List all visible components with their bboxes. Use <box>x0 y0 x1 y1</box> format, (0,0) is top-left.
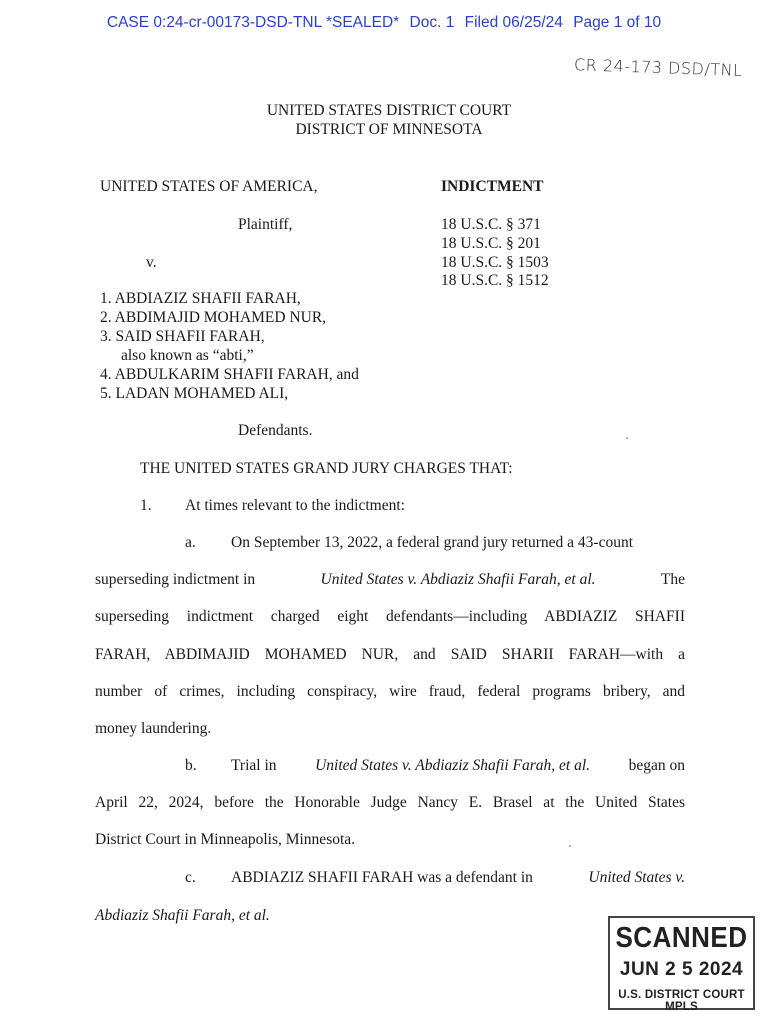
case-number: CASE 0:24-cr-00173-DSD-TNL *SEALED* <box>106 14 400 31</box>
subparagraph-a-line2 <box>95 570 685 589</box>
doc-number: Doc. 1 <box>409 14 455 31</box>
stamp-title: SCANNED <box>615 920 748 954</box>
defendant-2: 2. ABDIMAJID MOHAMED NUR, <box>100 309 327 326</box>
subparagraph-b-line3: District Court in Minneapolis, Minnesota. <box>95 831 356 848</box>
text-segment: superseding indictment in <box>95 571 256 588</box>
subparagraph-a-line6: money laundering. <box>95 720 212 737</box>
subparagraph-a-line3: superseding indictment charged eight defendants—including ABDIAZIZ SHAFII <box>95 608 685 625</box>
statute-1: 18 U.S.C. § 371 <box>441 216 541 233</box>
defendant-3-alias: also known as “abti,” <box>121 347 254 364</box>
paragraph-1-number: 1. <box>140 497 152 514</box>
plaintiff-name: UNITED STATES OF AMERICA, <box>100 178 318 195</box>
scan-speck <box>626 437 628 439</box>
statute-2: 18 U.S.C. § 201 <box>441 235 541 252</box>
subparagraph-a-line4: FARAH, ABDIMAJID MOHAMED NUR, and SAID SHARII FARAH—with a <box>95 646 685 663</box>
charges-intro: THE UNITED STATES GRAND JURY CHARGES THAT: <box>140 460 513 477</box>
court-district: DISTRICT OF MINNESOTA <box>295 121 483 138</box>
stamp-date: JUN 2 5 2024 <box>619 959 744 980</box>
scan-speck <box>569 845 571 847</box>
stamp-court: U.S. DISTRICT COURT MPLS <box>618 989 745 1013</box>
handwritten-case-note: CR 24-173 DSD/TNL <box>573 55 743 80</box>
defendant-4: 4. ABDULKARIM SHAFII FARAH, and <box>100 366 359 383</box>
case-citation-continued: Abdiaziz Shafii Farah, et al. <box>95 907 270 924</box>
subparagraph-a-line1: On September 13, 2022, a federal grand jury returned a 43-count <box>231 534 634 551</box>
court-name: UNITED STATES DISTRICT COURT <box>266 102 512 119</box>
defendant-1: 1. ABDIAZIZ SHAFII FARAH, <box>100 290 301 307</box>
case-citation: United States v. <box>588 869 685 886</box>
defendant-5: 5. LADAN MOHAMED ALI, <box>100 385 289 402</box>
filing-header <box>0 14 768 32</box>
subparagraph-c-label: c. <box>185 869 196 886</box>
page-indicator: Page 1 of 10 <box>573 14 662 31</box>
statute-3: 18 U.S.C. § 1503 <box>441 254 549 271</box>
versus: v. <box>146 254 157 271</box>
case-citation: United States v. Abdiaziz Shafii Farah, et al. <box>315 757 591 774</box>
statute-4: 18 U.S.C. § 1512 <box>441 272 549 289</box>
subparagraph-a-label: a. <box>185 534 196 551</box>
indictment-title: INDICTMENT <box>441 178 544 195</box>
defendants-role: Defendants. <box>238 422 313 439</box>
filed-date: Filed 06/25/24 <box>464 14 563 31</box>
text-segment: Trial in <box>231 757 277 774</box>
defendant-3: 3. SAID SHAFII FARAH, <box>100 328 265 345</box>
subparagraph-a-line5: number of crimes, including conspiracy, wire fraud, federal programs bribery, and <box>95 683 685 700</box>
subparagraph-c-line1 <box>231 868 685 887</box>
text-segment: ABDIAZIZ SHAFII FARAH was a defendant in <box>231 869 533 886</box>
subparagraph-b-label: b. <box>185 757 197 774</box>
text-segment: The <box>660 571 685 588</box>
scanned-stamp <box>608 916 755 1013</box>
subparagraph-b-line2: April 22, 2024, before the Honorable Judge Nancy E. Brasel at the United States <box>95 794 685 811</box>
paragraph-1-text: At times relevant to the indictment: <box>185 497 405 514</box>
text-segment: began on <box>628 757 685 774</box>
case-citation: United States v. Abdiaziz Shafii Farah, et al. <box>320 571 596 588</box>
court-title <box>0 101 768 139</box>
plaintiff-role: Plaintiff, <box>238 216 293 233</box>
subparagraph-b-line1 <box>231 756 685 775</box>
